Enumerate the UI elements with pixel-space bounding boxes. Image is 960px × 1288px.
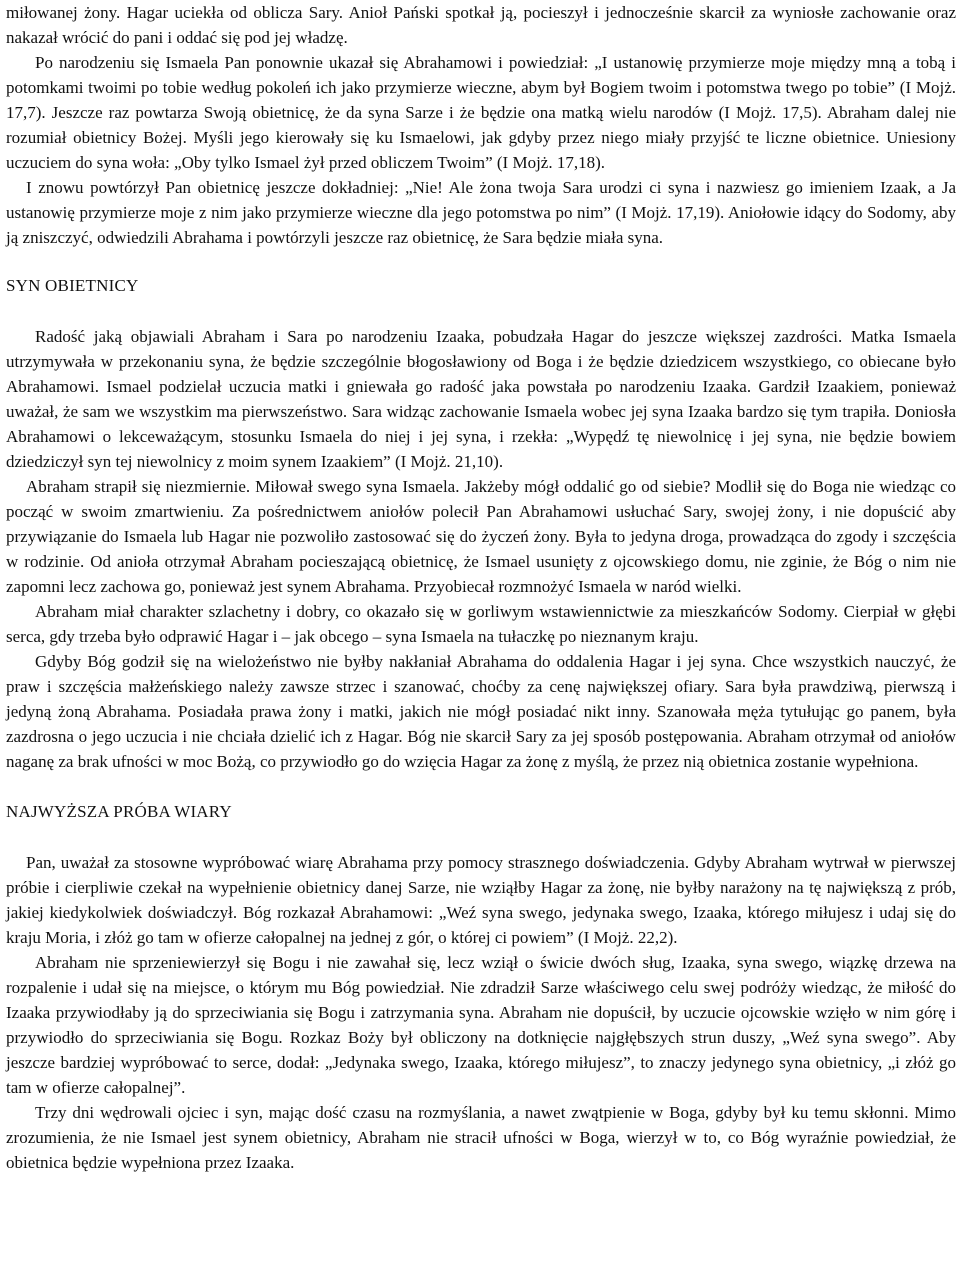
paragraph-6: Abraham miał charakter szlachetny i dobry, co okazało się w gorliwym wstawiennictwie za mieszkańców Sodomy. Cierpiał w głębi serca, gdy trzeba było odprawić Hagar i – jak obcego – syna Ismaela na tułaczkę po nieznanym kraju.: [6, 602, 956, 646]
paragraph-10: Trzy dni wędrowali ojciec i syn, mając dość czasu na rozmyślania, a nawet zwątpienie w Boga, gdyby był ku temu skłonni. Mimo zrozumienia, że nie Ismael jest synem obietnicy, Abraham nie stracił ufności w Boga, wierzył w to, co Bóg wyraźnie powiedział, że obietnica będzie wypełniona przez Izaaka.: [6, 1103, 956, 1172]
paragraph-3: I znowu powtórzył Pan obietnicę jeszcze dokładniej: „Nie! Ale żona twoja Sara urodzi ci syna i nazwiesz go imieniem Izaak, a Ja ustanowię przymierze moje z nim jako przymierze wieczne dla jego potomstwa po nim” (I Mojż. 17,19). Aniołowie idący do Sodomy, aby ją zniszczyć, odwiedzili Abrahama i powtórzyli jeszcze raz obietnicę, że Sara będzie miała syna.: [6, 178, 956, 247]
paragraph-7: Gdyby Bóg godził się na wielożeństwo nie byłby nakłaniał Abrahama do oddalenia Hagar i jej syna. Chce wszystkich nauczyć, że praw i szczęścia małżeńskiego należy zawsze strzec i szanować, choćby za cenę największej ofiary. Sara była prawdziwą, pierwszą i jedyną żoną Abrahama. Posiadała prawa żony i matki, jakich nie mógł posiadać nikt inny. Szanowała męża tytułując go panem, była zazdrosna o jego uczucia i nie chciała dzielić ich z Hagar. Bóg nie skarcił Sary za jej sposób postępowania. Abraham otrzymał od aniołów naganę za brak ufności w moc Bożą, co przywiodło go do wzięcia Hagar za żonę z myślą, że przez nią obietnica zostanie wypełniona.: [6, 652, 956, 771]
document-page: [6, 0, 956, 1175]
section-heading-syn-obietnicy: SYN OBIETNICY: [6, 276, 139, 295]
paragraph-9: Abraham nie sprzeniewierzył się Bogu i nie zawahał się, lecz wziął o świcie dwóch sług, Izaaka, syna swego, wiązkę drzewa na rozpalenie i udał się na miejsce, o którym mu Bóg powiedział. Nie zdradził Sarze właściwego celu swej podróży wiedząc, że miłość do Izaaka przywiodłaby ją do sprzeciwiania się Bogu i zatrzymania syna. Abraham nie dopuścił, by uczucie ojcowskie wzięło w nim górę i przywiodło do sprzeciwiania się Bogu. Rozkaz Boży był obliczony na dotknięcie najgłębszych strun duszy, „Weź syna swego”. Aby jeszcze bardziej wypróbować to serce, dodał: „Jedynaka swego, Izaaka, którego miłujesz”, to znaczy jedynego syna obietnicy, „i złóż go tam w ofierze całopalnej”.: [6, 953, 956, 1097]
section-heading-najwyzsza-proba-wiary: NAJWYŻSZA PRÓBA WIARY: [6, 802, 232, 821]
paragraph-8: Pan, uważał za stosowne wypróbować wiarę Abrahama przy pomocy strasznego doświadczenia. Gdyby Abraham wytrwał w pierwszej próbie i cierpliwie czekał na wypełnienie obietnicy danej Sarze, nie wziąłby Hagar za żonę, nie byłby narażony na tę największą z prób, jakiej kiedykolwiek doświadczył. Bóg rozkazał Abrahamowi: „Weź syna swego, jedynaka swego, Izaaka, którego miłujesz i udaj się do kraju Moria, i złóż go tam w ofierze całopalnej na jednej z gór, o której ci powiem” (I Mojż. 22,2).: [6, 853, 956, 947]
paragraph-5: Abraham strapił się niezmiernie. Miłował swego syna Ismaela. Jakżeby mógł oddalić go od siebie? Modlił się do Boga nie wiedząc co począć w swoim zmartwieniu. Za pośrednictwem aniołów polecił Pan Abrahamowi usłuchać Sary, swojej żony, i nie dopuścić aby przywiązanie do Ismaela lub Hagar nie pozwoliło zastosować się do życzeń żony. Była to jedyna droga, prowadząca do zgody i szczęścia w rodzinie. Od anioła otrzymał Abraham pocieszającą obietnicę, że Ismael usunięty z ojcowskiego domu, nie zginie, że Bóg o nim nie zapomni lecz zachowa go, ponieważ jest synem Abrahama. Przyobiecał rozmnożyć Ismaela w naród wielki.: [6, 477, 956, 596]
paragraph-1: miłowanej żony. Hagar uciekła od oblicza Sary. Anioł Pański spotkał ją, pocieszył i jednocześnie skarcił za wyniosłe zachowanie oraz nakazał wrócić do pani i oddać się pod jej władzę.: [6, 3, 956, 47]
paragraph-2: Po narodzeniu się Ismaela Pan ponownie ukazał się Abrahamowi i powiedział: „I ustanowię przymierze moje między mną a tobą i potomkami twoimi po tobie według pokoleń ich jako przymierze wieczne, abym był Bogiem twoim i potomstwa twego po tobie” (I Mojż. 17,7). Jeszcze raz powtarza Swoją obietnicę, że da syna Sarze i że będzie ona matką wielu narodów (I Mojż. 17,5). Abraham dalej nie rozumiał obietnicy Bożej. Myśli jego kierowały się ku Ismaelowi, jak gdyby przez niego miały przyjść te liczne obietnice. Uniesiony uczuciem do syna woła: „Oby tylko Ismael żył przed obliczem Twoim” (I Mojż. 17,18).: [6, 53, 956, 172]
paragraph-4: Radość jaką objawiali Abraham i Sara po narodzeniu Izaaka, pobudzała Hagar do jeszcze większej zazdrości. Matka Ismaela utrzymywała w przekonaniu syna, że będzie szczególnie błogosławiony od Boga i że będzie dziedzicem wszystkiego, co obiecane było Abrahamowi. Ismael podzielał uczucia matki i gniewała go radość jaka powstała po narodzeniu Izaaka. Gardził Izaakiem, ponieważ uważał, że sam we wszystkim ma pierwszeństwo. Sara widząc zachowanie Ismaela wobec jej syna Izaaka bardzo się tym trapiła. Doniosła Abrahamowi o lekceważącym, stosunku Ismaela do niej i jej syna, i rzekła: „Wypędź tę niewolnicę i jej syna, nie będzie bowiem dziedziczył syn tej niewolnicy z moim synem Izaakiem” (I Mojż. 21,10).: [6, 327, 956, 471]
